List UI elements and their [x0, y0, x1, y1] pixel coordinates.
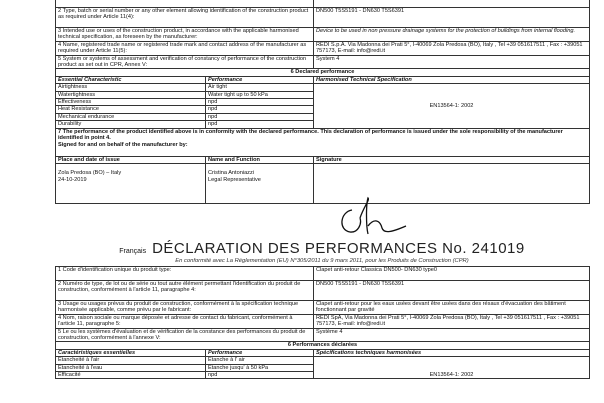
en-q3-value: Device to be used in non pressure drainage systems for the protection of buildings from internal flooding. — [314, 28, 590, 42]
en-row-perf: Air tight — [206, 84, 314, 91]
fr-q2-label: 2 Numéro de type, de lot ou de série ou tout autre élément permettant l'identification du produit de construction, conformément à l'article 11, paragraphe 4: — [56, 281, 314, 301]
en-row-perf: npd — [206, 106, 314, 113]
fr-title-block — [55, 240, 589, 258]
fr-row-perf: Etanche jusqu' à 50 kPa — [206, 364, 314, 371]
en-col-performance: Performance — [206, 76, 314, 83]
fr-q2-value: DN500 T5S5191 - DN630 T5S6391 — [314, 281, 590, 301]
en-col-spec: Harmonised Technical Specification — [314, 76, 590, 83]
en-q5-label: 5 System or systems of assessment and verification of constancy of performance of the construction product as set out in CPR, Annex V: — [56, 55, 314, 69]
en-q1-label — [56, 0, 314, 8]
fr-q4-value: REDI SpA, Via Madonna dei Prati 5°, I-40069 Zola Predosa (BO), Italy , Tel +39 051617511 , Fax : +39051 757173, E-mail: info@redi.it — [314, 314, 590, 328]
en-row-perf: npd — [206, 113, 314, 120]
en-place: Zola Predosa (BO) – Italy — [58, 170, 122, 177]
fr-spec-value: EN13564-1: 2002 — [314, 357, 590, 379]
en-row-perf: npd — [206, 121, 314, 128]
fr-q5-label: 5 Le ou les systèmes d'évaluation et de vérification de la constance des performances du produit de construction, conformément à l'annexe V: — [56, 328, 314, 342]
en-q2-value: DN500 T5S5191 - DN630 T5S6391 — [314, 8, 590, 28]
en-q7-block — [56, 128, 590, 156]
fr-q3-value: Clapet anti-retour pour les eaux usées devant être usées dans des résaux d'évacuation des bâtiment fonctionnant par gravité — [314, 301, 590, 315]
en-row-char: Mechanical endurance — [56, 113, 206, 120]
en-signature-label: Signature — [314, 156, 590, 163]
fr-section6-heading: 6 Performances déclarées — [56, 342, 590, 349]
fr-q3-label: 3 Usage ou usages prévus du produit de construction, conformément à la spécification technique harmonisée applicable, comme prévu par le fabricant: — [56, 301, 314, 315]
en-row-char: Effectiveness — [56, 99, 206, 106]
english-dop-table — [55, 0, 590, 204]
en-signed-label: Signed for and on behalf of the manufacturer by: — [58, 141, 188, 148]
fr-q4-label: 4 Nom, raison sociale ou marque déposée et adresse de contact du fabricant, conformément à l'article 11, paragraphe 5: — [56, 314, 314, 328]
en-name: Cristina Antoniazzi — [208, 170, 255, 177]
en-row-char: Durability — [56, 121, 206, 128]
en-col-characteristic: Essential Characteristic — [56, 76, 206, 83]
en-function: Legal Representative — [208, 176, 261, 183]
handwritten-signature — [330, 196, 420, 238]
en-q5-value: System 4 — [314, 55, 590, 69]
fr-row-char: Etancheité à l'eau — [56, 364, 206, 371]
en-section6-heading: 6 Declared performance — [56, 69, 590, 76]
en-q1-value — [314, 0, 590, 8]
fr-col-spec: Spécifications techniques harmonisées — [314, 349, 590, 356]
en-row-perf: npd — [206, 99, 314, 106]
en-row-char: Watertightness — [56, 91, 206, 98]
en-place-label: Place and date of issue — [56, 156, 206, 163]
en-spec-value: EN13564-1: 2002 — [314, 84, 590, 128]
en-q2-label: 2 Type, batch or serial number or any other element allowing identification of the construction product as required under Article 11(4): — [56, 8, 314, 28]
en-q4-label: 4 Name, registered trade name or registered trade mark and contact address of the manufacturer as required under Article 11(5): — [56, 41, 314, 55]
fr-col-performance: Performance — [206, 349, 314, 356]
fr-subtitle: En conformité avec La Réglementation (EU) N°305/2011 du 9 mars 2011, pour les Produits de Construction (CPR) — [175, 258, 469, 264]
fr-row-char: Efficacité — [56, 372, 206, 379]
en-q3-label: 3 Intended use or uses of the construction product, in accordance with the applicable harmonised technical specification, as foreseen by the manufacturer: — [56, 28, 314, 42]
en-q7-text: 7 The performance of the product identified above is in conformity with the declared performance. This declaration of performance is issued under the sole responsibility of the manufacturer identified in point 4. — [58, 128, 563, 142]
en-name-label: Name and Function — [206, 156, 314, 163]
en-q4-value: REDI S.p.A. Via Madonna dei Prati 5°, I-40069 Zola Predosa (BO), Italy , Tel +39 051617511 , Fax : +39051 757173, E-mail: info@redi.it — [314, 41, 590, 55]
fr-row-char: Etancheité à l'air — [56, 357, 206, 364]
fr-q1-value: Clapet anti-retour Classica DN500- DN630 type0 — [314, 267, 590, 281]
fr-row-perf: npd — [206, 372, 314, 379]
fr-title: DÉCLARATION DES PERFORMANCES No. 241019 — [152, 240, 525, 257]
fr-col-characteristic: Caractéristiques essentielles — [56, 349, 206, 356]
en-date: 24-10-2019 — [58, 176, 87, 183]
fr-row-perf: Etanche à l' air — [206, 357, 314, 364]
en-row-char: Airtightness — [56, 84, 206, 91]
fr-q5-value: Système 4 — [314, 328, 590, 342]
fr-q1-label: 1 Code d'identification unique du produit type: — [56, 267, 314, 281]
fr-language-label: Français — [119, 248, 147, 255]
en-row-perf: Water tight up to 50 kPa — [206, 91, 314, 98]
en-row-char: Heat Resistance — [56, 106, 206, 113]
french-dop-table — [55, 266, 590, 379]
